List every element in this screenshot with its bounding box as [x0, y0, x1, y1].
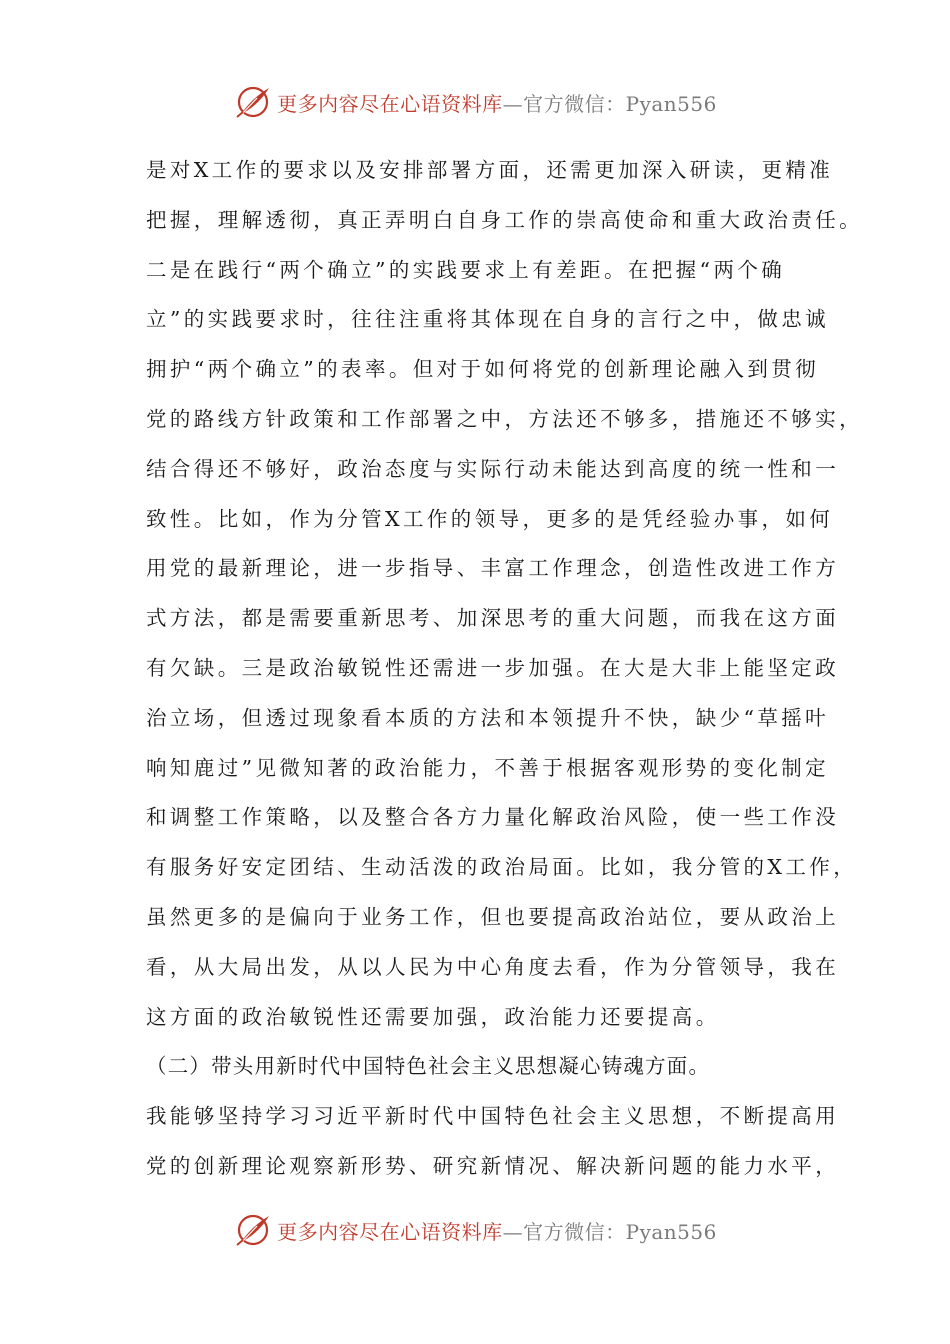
body-line: 拥护“两个确立”的表率。但对于如何将党的创新理论融入到贯彻	[146, 357, 820, 382]
body-line: 看，从大局出发，从以人民为中心角度去看，作为分管领导，我在	[146, 954, 840, 979]
banner-wechat-text: —官方微信：Pyan556	[502, 1219, 717, 1244]
body-line: 治立场，但透过现象看本质的方法和本领提升不快，缺少“草摇叶	[146, 705, 830, 730]
document-body	[146, 146, 863, 1192]
body-line: 把握，理解透彻，真正弄明白自身工作的崇高使命和重大政治责任。	[146, 207, 863, 232]
body-line: 式方法，都是需要重新思考、加深思考的重大问题，而我在这方面	[146, 606, 840, 631]
banner-text	[277, 88, 717, 117]
body-line: 这方面的政治敏锐性还需要加强，政治能力还要提高。	[146, 1004, 720, 1029]
quill-pen-logo-icon	[233, 84, 273, 120]
body-line: 立”的实践要求时，往往注重将其体现在自身的言行之中，做忠诚	[146, 307, 830, 332]
footer-watermark-banner	[0, 1210, 950, 1250]
body-line: 用党的最新理论，进一步指导、丰富工作理念，创造性改进工作方	[146, 556, 840, 581]
quill-pen-logo-icon	[233, 1212, 273, 1248]
banner-site-text: 更多内容尽在心语资料库	[277, 91, 503, 116]
body-line: 二是在践行“两个确立”的实践要求上有差距。在把握“两个确	[146, 257, 786, 282]
body-line: 有服务好安定团结、生动活泼的政治局面。比如，我分管的X工作，	[146, 855, 858, 880]
body-line: 响知鹿过”见微知著的政治能力，不善于根据客观形势的变化制定	[146, 755, 830, 780]
body-line: 致性。比如，作为分管X工作的领导，更多的是凭经验办事，如何	[146, 506, 834, 531]
banner-wechat-text: —官方微信：Pyan556	[502, 91, 717, 116]
body-line: 党的创新理论观察新形势、研究新情况、解决新问题的能力水平，	[146, 1153, 840, 1178]
section-heading: （二）带头用新时代中国特色社会主义思想凝心铸魂方面。	[146, 1054, 711, 1079]
body-line: 我能够坚持学习习近平新时代中国特色社会主义思想，不断提高用	[146, 1104, 840, 1129]
body-line: 虽然更多的是偏向于业务工作，但也要提高政治站位，要从政治上	[146, 904, 840, 929]
banner-site-text: 更多内容尽在心语资料库	[277, 1219, 503, 1244]
body-line: 是对X工作的要求以及安排部署方面，还需更加深入研读，更精准	[146, 158, 834, 182]
header-watermark-banner	[0, 82, 950, 122]
body-line: 和调整工作策略，以及整合各方力量化解政治风险，使一些工作没	[146, 805, 840, 830]
body-line: 有欠缺。三是政治敏锐性还需进一步加强。在大是大非上能坚定政	[146, 655, 840, 680]
banner-text	[277, 1216, 717, 1245]
body-line: 结合得还不够好，政治态度与实际行动未能达到高度的统一性和一	[146, 456, 840, 481]
body-line: 党的路线方针政策和工作部署之中，方法还不够多，措施还不够实，	[146, 406, 863, 431]
